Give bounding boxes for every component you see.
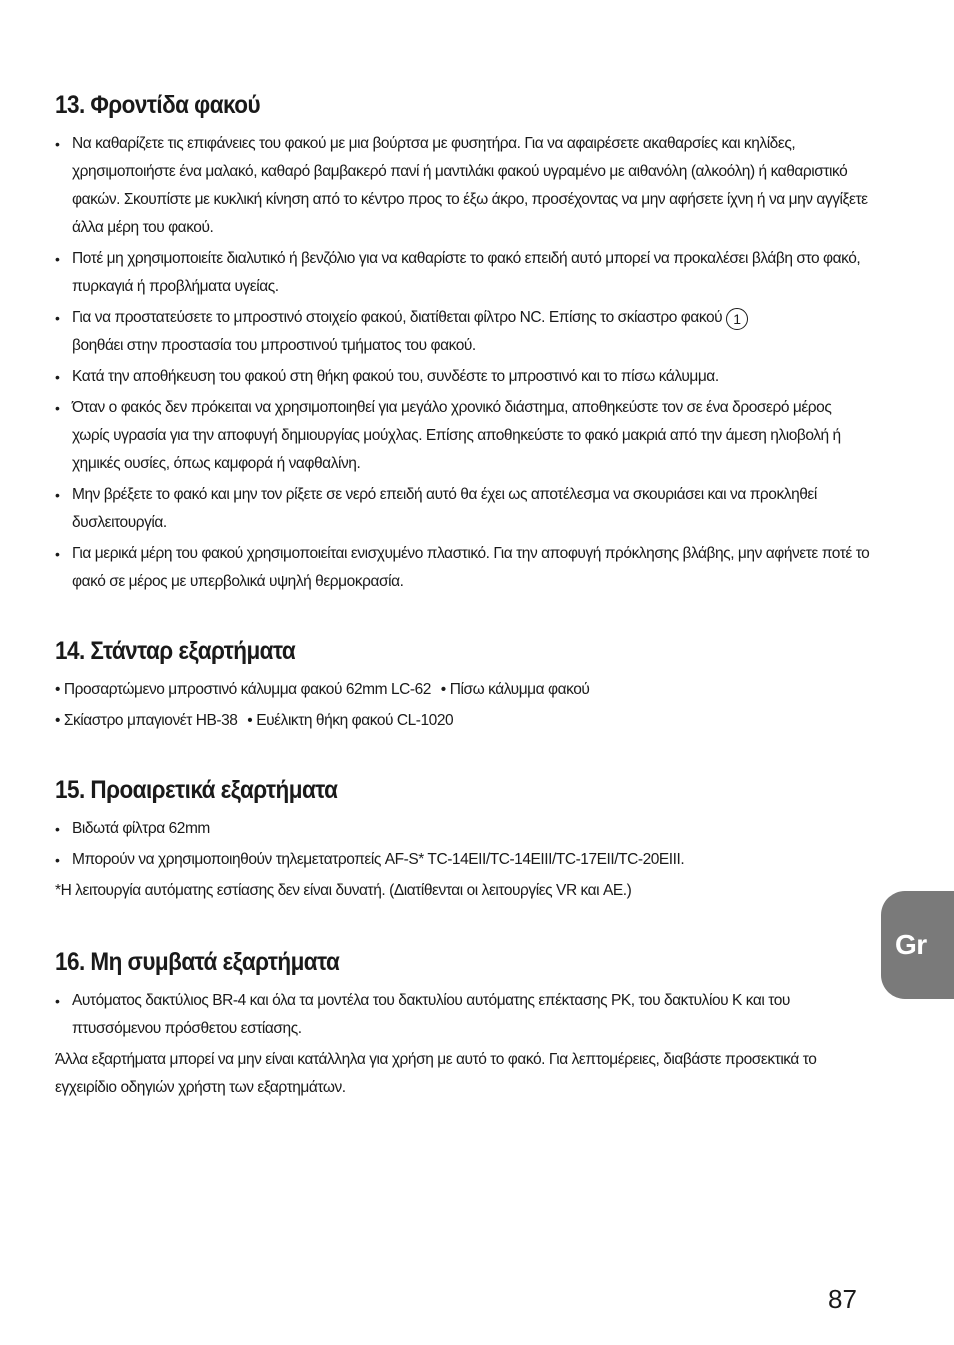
page-content <box>55 88 870 1102</box>
section-title: 13. Φροντίδα φακού <box>55 91 261 119</box>
bullet-icon: • <box>55 310 60 326</box>
circled-number-marker: 1 <box>726 308 748 330</box>
bullet-icon: • <box>55 821 60 837</box>
language-tab <box>881 891 954 999</box>
section-standard-accessories <box>55 634 870 735</box>
list-item: • Μην βρέξετε το φακό και μην τον ρίξετε σε νερό επειδή αυτό θα έχει ως αποτέλεσμα να σκουριάσει και να προκληθεί δυσλειτουργία. <box>55 481 870 537</box>
bullet-icon: • <box>55 136 60 152</box>
closing-note: Άλλα εξαρτήματα μπορεί να μην είναι κατάλληλα για χρήση με αυτό το φακό. Για λεπτομέρειες, διαβάστε προσεκτικά το εγχειρίδιο οδηγιών χρήστη των εξαρτημάτων. <box>55 1051 817 1096</box>
page-number: 87 <box>828 1284 857 1314</box>
bullet-icon: • <box>440 681 446 698</box>
bullet-icon: • <box>55 712 60 729</box>
bullet-icon: • <box>55 993 60 1009</box>
bullet-list <box>55 987 870 1043</box>
section-lens-care <box>55 88 870 596</box>
list-item: • Ποτέ μη χρησιμοποιείτε διαλυτικό ή βενζόλιο για να καθαρίστε το φακό επειδή αυτό μπορεί να προκαλέσει βλάβη στο φακό, πυρκαγιά ή προβλήματα υγείας. <box>55 245 870 301</box>
list-item: • Για να προστατεύσετε το μπροστινό στοιχείο φακού, διατίθεται φίλτρο NC. Επίσης το σκίαστρο φακού 1 βοηθάει στην προστασία του μπροστινού τμήματος του φακού. <box>55 304 870 360</box>
bullet-icon: • <box>55 852 60 868</box>
section-title: 14. Στάνταρ εξαρτήματα <box>55 637 296 665</box>
section-optional-accessories <box>55 773 870 905</box>
bullet-icon: • <box>55 681 60 698</box>
bullet-icon: • <box>55 487 60 503</box>
list-item: • Αυτόματος δακτύλιος BR-4 και όλα τα μοντέλα του δακτυλίου αυτόματης επέκτασης PK, του δακτυλίου K και του πτυσσόμενου πρόσθετου εστίασης. <box>55 987 870 1043</box>
section-title: 15. Προαιρετικά εξαρτήματα <box>55 776 338 804</box>
list-item: • Όταν ο φακός δεν πρόκειται να χρησιμοποιηθεί για μεγάλο χρονικό διάστημα, αποθηκεύστε τον σε ένα δροσερό μέρος χωρίς υγρασία για την αποφυγή δημιουργίας μούχλας. Επίσης αποθηκεύστε το φακό μακριά από την άμεση ηλιοβολή ή χημικές ουσίες, όπως καμφορά ή ναφθαλίνη. <box>55 394 870 478</box>
section-incompatible-accessories <box>55 945 870 1102</box>
list-item: • Να καθαρίζετε τις επιφάνειες του φακού με μια βούρτσα με φυσητήρα. Για να αφαιρέσετε ακαθαρσίες και κηλίδες, χρησιμοποιήστε ένα μαλακό, καθαρό βαμβακερό πανί ή μαντιλάκι φακού υγραμένο με αιθανόλη (αλκοόλη) ή καθαριστικό φακών. Σκουπίστε με κυκλική κίνηση από το κέντρο προς το έξω άκρο, προσέχοντας να μην αφήσετε ίχνη ή να μην αγγίξετε άλλα μέρη του φακού. <box>55 130 870 242</box>
footnote: *Η λειτουργία αυτόματης εστίασης δεν είναι δυνατή. (Διατίθενται οι λειτουργίες VR και AE.) <box>55 882 632 899</box>
section-title: 16. Μη συμβατά εξαρτήματα <box>55 948 340 976</box>
bullet-icon: • <box>55 251 60 267</box>
bullet-icon: • <box>55 369 60 385</box>
accessory-row: • Σκίαστρο μπαγιονέτ HB-38 • Ευέλικτη θήκη φακού CL-1020 <box>55 712 454 729</box>
bullet-icon: • <box>55 400 60 416</box>
list-item: • Μπορούν να χρησιμοποιηθούν τηλεμετατροπείς AF-S* TC-14EII/TC-14EIII/TC-17EII/TC-20EIII. <box>55 846 870 874</box>
language-tab-label: Gr <box>895 929 927 960</box>
list-item: • Βιδωτά φίλτρα 62mm <box>55 815 870 843</box>
bullet-list <box>55 130 870 596</box>
list-item: • Για μερικά μέρη του φακού χρησιμοποιείται ενισχυμένο πλαστικό. Για την αποφυγή πρόκλησης βλάβης, μην αφήνετε ποτέ το φακό σε μέρος με υπερβολικά υψηλή θερμοκρασία. <box>55 540 870 596</box>
bullet-icon: • <box>55 546 60 562</box>
bullet-icon: • <box>247 712 253 729</box>
list-item: • Κατά την αποθήκευση του φακού στη θήκη φακού του, συνδέστε το μπροστινό και το πίσω κάλυμμα. <box>55 363 870 391</box>
bullet-list <box>55 815 870 874</box>
accessory-row: • Προσαρτώμενο μπροστινό κάλυμμα φακού 62mm LC-62 • Πίσω κάλυμμα φακού <box>55 681 590 698</box>
